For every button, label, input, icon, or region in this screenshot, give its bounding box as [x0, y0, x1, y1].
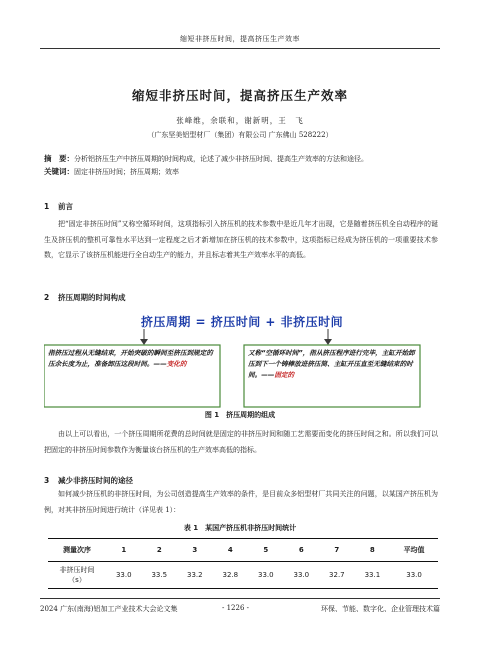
left-note-content — [48, 348, 216, 405]
table-cell: 33.0 — [284, 562, 320, 589]
table-header-cell: 测量次序 — [48, 539, 106, 562]
table-cell: 32.7 — [319, 562, 355, 589]
table-row-label — [48, 562, 106, 589]
data-table — [48, 538, 438, 589]
table-cell: 33.0 — [390, 562, 438, 589]
section-2-paragraph: 由以上可以看出，一个挤压周期所花费的总时间就是固定的非挤压时间和随工艺需要而变化的挤压时间之和。所以我们可以把固定的非挤压时间参数作为衡量该台挤压机的生产效率高低的指标。 — [44, 430, 438, 454]
right-note-dash: —— — [261, 371, 275, 379]
table-header-cell: 4 — [213, 539, 249, 562]
table-cell: 33.0 — [106, 562, 142, 589]
figure-cycle-composition — [44, 305, 440, 417]
section-3-heading — [44, 475, 133, 486]
keywords — [44, 166, 440, 178]
table-header-cell: 5 — [248, 539, 284, 562]
table-header-cell: 7 — [319, 539, 355, 562]
footer-left: 2024 广东(南海)铝加工产业技术大会论文集 — [40, 605, 178, 613]
header-rule — [40, 48, 440, 49]
left-note-text: 指挤压过程从无缝结束，开始突破的瞬间至挤压到规定的压余长度为止，准备卸压这段时间。 — [48, 349, 213, 368]
keywords-text: 固定非挤压时间；挤压周期；效率 — [74, 168, 179, 176]
right-arrow-head — [324, 339, 332, 345]
table-cell: 33.2 — [177, 562, 213, 589]
table-cell: 33.1 — [355, 562, 391, 589]
formula-text: 挤压周期 = 挤压时间 + 非挤压时间 — [140, 315, 344, 329]
section-number: 3 — [44, 476, 50, 485]
table-header-cell: 8 — [355, 539, 391, 562]
table-header-cell: 6 — [284, 539, 320, 562]
right-note-text: 又称“空循环时间”，指从挤压程序进行完毕，主缸开始卸压到下一个铸棒放进挤压筒、主缸开压直至无缝结束的时间。 — [248, 349, 415, 379]
table-header-cell: 1 — [106, 539, 142, 562]
right-note-highlight: 固定的 — [274, 371, 295, 379]
keywords-label: 关键词： — [44, 167, 74, 176]
section-1-paragraph: 把“固定非挤压时间”又称空循环时间，这项指标引入挤压机的技术参数中是近几年才出现，它是随着挤压机全自动程序的诞生及挤压机的整机可靠性水平达到一定程度之后才新增加在挤压机的技术参数中，这项指标已经成为挤压机的一项重要技术参数，它显示了该挤压机能进行全自动生产的能力，并且标志着其生产效率水平的高低。 — [44, 220, 438, 259]
right-note-content — [248, 348, 416, 405]
footer-rule — [40, 598, 440, 599]
abstract-label: 摘 要： — [44, 154, 74, 163]
section-title: 减少非挤压时间的途径 — [58, 476, 133, 485]
row-label-text: 非挤压时间 — [59, 566, 95, 574]
table-cell: 32.8 — [213, 562, 249, 589]
table-header-row — [48, 539, 438, 562]
abstract — [44, 153, 440, 165]
left-arrow-head — [140, 339, 148, 345]
authors: 张峰维，余联和，谢新明，王 飞 — [176, 116, 304, 125]
article-title: 缩短非挤压时间，提高挤压生产效率 — [131, 88, 348, 103]
running-header: 缩短非挤压时间，提高挤压生产效率 — [180, 35, 300, 43]
table-header-cell: 平均值 — [390, 539, 438, 562]
row-label-unit: （s） — [68, 576, 86, 584]
section-title: 挤压周期的时间构成 — [58, 293, 126, 302]
table-row — [48, 562, 438, 589]
section-2-heading — [44, 292, 126, 303]
section-3-paragraph: 如何减少挤压机的非挤压时间，为公司创造提高生产效率的条件，是目前众多铝型材厂共同关注的问题，以某国产挤压机为例，对其非挤压时间进行统计（详见表 1）： — [44, 490, 438, 514]
section-number: 2 — [44, 293, 50, 302]
section-title: 前言 — [58, 202, 73, 211]
table-header-cell: 2 — [142, 539, 178, 562]
left-note-dash: —— — [153, 360, 167, 368]
table-header-cell: 3 — [177, 539, 213, 562]
section-1-heading — [44, 201, 73, 212]
table-caption: 表 1 某国产挤压机非挤压时间统计 — [183, 524, 297, 532]
footer-page-number: - 1226 - — [222, 604, 249, 612]
affiliation: （广东坚美铝型材厂（集团）有限公司 广东佛山 528222） — [147, 131, 333, 139]
figure-caption: 图 1 挤压周期的组成 — [204, 411, 276, 419]
table-cell: 33.5 — [142, 562, 178, 589]
section-number: 1 — [44, 202, 50, 211]
left-note-highlight: 变化的 — [166, 360, 187, 368]
table-cell: 33.0 — [248, 562, 284, 589]
abstract-text: 分析铝挤压生产中挤压周期的时间构成，论述了减少非挤压时间、提高生产效率的方法和途径。 — [74, 155, 368, 163]
footer-right: 环保、节能、数字化、企业管理技术篇 — [321, 605, 440, 613]
